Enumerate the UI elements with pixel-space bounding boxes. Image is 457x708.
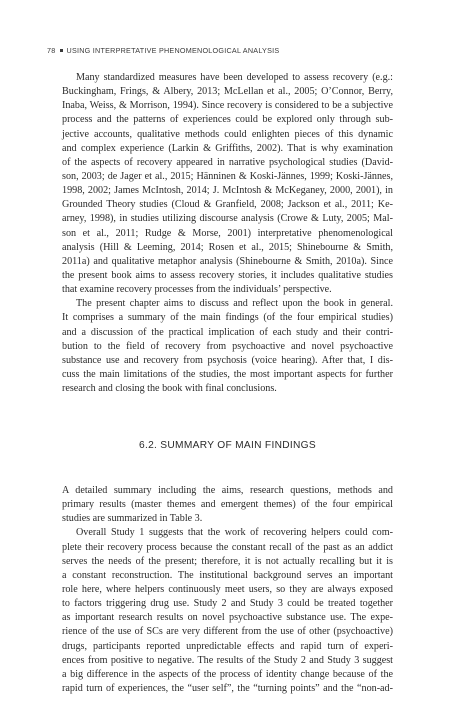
text-line: Inaba, Weiss, & Morrison, 1994). Since recovery is considered to be a subjective bbox=[62, 100, 393, 112]
text-line: 2011a) and qualitative metaphor analysis (Shinebourne & Smith, 2010a). Since bbox=[62, 255, 393, 267]
text-line: and a discussion of the practical implication of each study and their contri- bbox=[62, 326, 393, 338]
page-number: 78 bbox=[47, 46, 56, 55]
bullet-separator-icon bbox=[60, 49, 63, 52]
text-line: A detailed summary including the aims, research questions, methods and bbox=[62, 485, 393, 496]
text-line: and complex experience (Larkin & Griffiths, 2002). That is why examination bbox=[62, 142, 393, 154]
text-line: arney, 1998), in studies utilizing discourse analysis (Crowe & Luty, 2005; Mal- bbox=[62, 213, 393, 225]
paragraph-chapter-aims bbox=[62, 297, 393, 396]
paragraph-study-overview bbox=[62, 526, 393, 696]
text-line: son et al., 2011; Rudge & Morse, 2001) interpretative phenomenological bbox=[62, 227, 393, 239]
text-block-summary bbox=[62, 484, 393, 696]
section-heading: 6.2. SUMMARY OF MAIN FINDINGS bbox=[138, 440, 316, 451]
text-line: a constant reconstruction. The institutional background serves an important bbox=[62, 569, 393, 581]
paragraph-recovery-measures bbox=[62, 71, 393, 297]
text-line: Buckingham, Frings, & Albery, 2013; McLellan et al., 2005; O’Connor, Berry, bbox=[62, 86, 393, 98]
text-line: drugs, participants reported unpredictable effects and rapid turn of experi- bbox=[62, 640, 393, 652]
text-line: a big difference in the aspects of the process of identity change because of the bbox=[62, 668, 393, 680]
paragraph-summary-table bbox=[62, 484, 393, 526]
text-line: ences from positive to negative. The results of the Study 2 and Study 3 suggest bbox=[62, 654, 393, 666]
text-line: of the aspects of recovery appeared in narrative psychological studies (David- bbox=[62, 156, 393, 168]
text-line: It comprises a summary of the main findings (of the four empirical studies) bbox=[62, 312, 393, 324]
text-line: son, 2003; de Jager et al., 2015; Hänninen & Koski-Jännes, 1999; Koski-Jännes, bbox=[62, 170, 393, 182]
text-line: plete their recovery process because the constant recall of the past as an addict bbox=[62, 541, 393, 553]
text-line: studies are summarized in Table 3. bbox=[62, 513, 203, 525]
text-line: bution to the field of recovery from psychoactive and novel psychoactive bbox=[62, 340, 393, 352]
text-line: Grounded Theory studies (Cloud & Granfield, 2008; Jackson et al., 2011; Ke- bbox=[62, 199, 393, 211]
text-line: rience of the use of SCs are very different from the use of other (psychoactive) bbox=[62, 626, 393, 638]
text-line: to factors triggering drug use. Study 2 and Study 3 could be treated together bbox=[62, 598, 393, 610]
text-line: primary results (master themes and emergent themes) of the four empirical bbox=[62, 499, 393, 511]
text-line: as important research results on novel psychoactive substance use. The expe- bbox=[62, 612, 393, 624]
text-line: that examine recovery processes from the individuals’ perspective. bbox=[62, 284, 332, 296]
running-head-title: USING INTERPRETATIVE PHENOMENOLOGICAL ANALYSIS bbox=[66, 46, 280, 55]
text-line: 1998, 2002; James McIntosh, 2014; J. McIntosh & McKeganey, 2000, 2001), in bbox=[62, 185, 393, 197]
text-line: the present book aims to assess recovery stories, it includes qualitative studies bbox=[62, 269, 393, 281]
running-head bbox=[47, 46, 279, 55]
text-line: The present chapter aims to discuss and reflect upon the book in general. bbox=[76, 298, 393, 310]
text-line: cuss the main limitations of the studies, the most important aspects for further bbox=[62, 368, 393, 380]
text-line: substance use and recovery from psychosis (voice hearing). After that, I dis- bbox=[62, 354, 393, 366]
text-line: serves the needs of the present; therefore, it is not actually recalling but it is bbox=[62, 555, 393, 567]
text-line: Overall Study 1 suggests that the work of recovering helpers could com- bbox=[76, 527, 393, 539]
text-line: analysis (Hill & Leeming, 2014; Rosen et al., 2015; Shinebourne & Smith, bbox=[62, 241, 393, 253]
text-line: research and closing the book with final conclusions. bbox=[62, 383, 277, 395]
text-line: jective accounts, qualitative methods could enlighten pieces of this dynamic bbox=[62, 128, 393, 140]
text-line: Many standardized measures have been developed to assess recovery (e.g.: bbox=[76, 72, 393, 83]
text-line: rapid turn of experiences, the “user self”, the “turning points” and the “non-ad- bbox=[62, 682, 393, 694]
text-line: process and the patterns of experiences could be explored only through sub- bbox=[62, 114, 393, 126]
text-block-intro bbox=[62, 71, 393, 396]
text-line: role here, where helpers continuously meet users, so they are always exposed bbox=[62, 583, 393, 595]
